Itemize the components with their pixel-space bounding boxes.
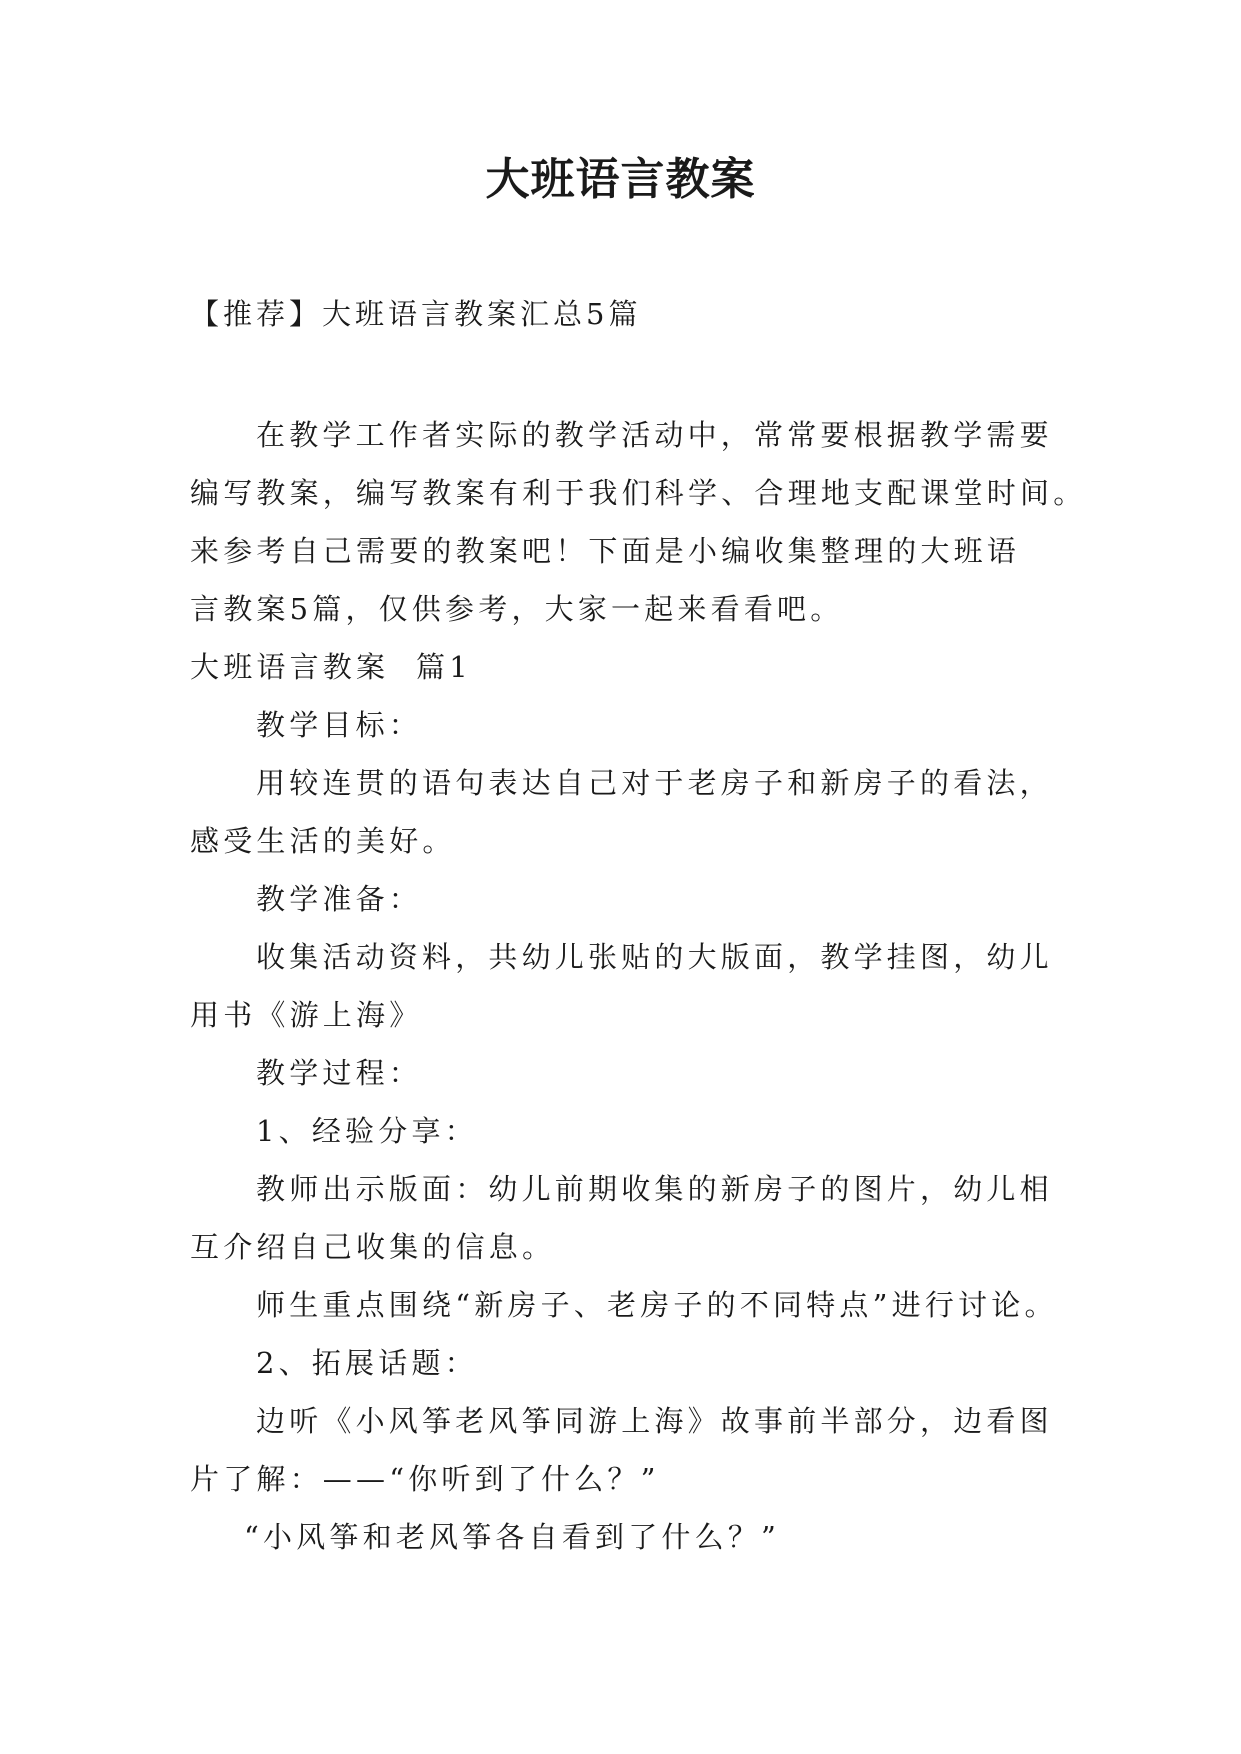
paragraph-line: 感受生活的美好。 [190,824,456,858]
paragraph-line: 教学过程： [256,1056,423,1090]
paragraph-line: 在教学工作者实际的教学活动中，常常要根据教学需要 [256,418,1053,452]
paragraph-line: 教师出示版面：幼儿前期收集的新房子的图片，幼儿相 [256,1172,1053,1206]
paragraph-line: 编写教案，编写教案有利于我们科学、合理地支配课堂时间。 [190,476,1087,510]
document-subtitle: 【推荐】大班语言教案汇总5篇 [190,297,642,331]
paragraph-line: 教学准备： [256,882,423,916]
paragraph-line: 2、拓展话题： [256,1346,478,1380]
paragraph-line: 用较连贯的语句表达自己对于老房子和新房子的看法， [256,766,1053,800]
paragraph-line: 教学目标： [256,708,423,742]
section-heading: 大班语言教案 篇1 [190,650,472,684]
paragraph-line: 互介绍自己收集的信息。 [190,1230,556,1264]
paragraph-line: 用书《游上海》 [190,998,423,1032]
paragraph-line: 来参考自己需要的教案吧！下面是小编收集整理的大班语 [190,534,1021,568]
document-body [190,406,1087,1566]
paragraph-line: 师生重点围绕“新房子、老房子的不同特点”进行讨论。 [256,1288,1058,1322]
paragraph-line: “小风筝和老风筝各自看到了什么？” [244,1520,781,1554]
paragraph-line: 边听《小风筝老风筝同游上海》故事前半部分，边看图 [256,1404,1053,1438]
paragraph-line: 言教案5篇，仅供参考，大家一起来看看吧。 [190,592,844,626]
paragraph-line: 片了解：——“你听到了什么？” [190,1462,660,1496]
document-title: 大班语言教案 [485,154,756,205]
paragraph-line: 收集活动资料，共幼儿张贴的大版面，教学挂图，幼儿 [256,940,1053,974]
paragraph-line: 1、经验分享： [256,1114,478,1148]
